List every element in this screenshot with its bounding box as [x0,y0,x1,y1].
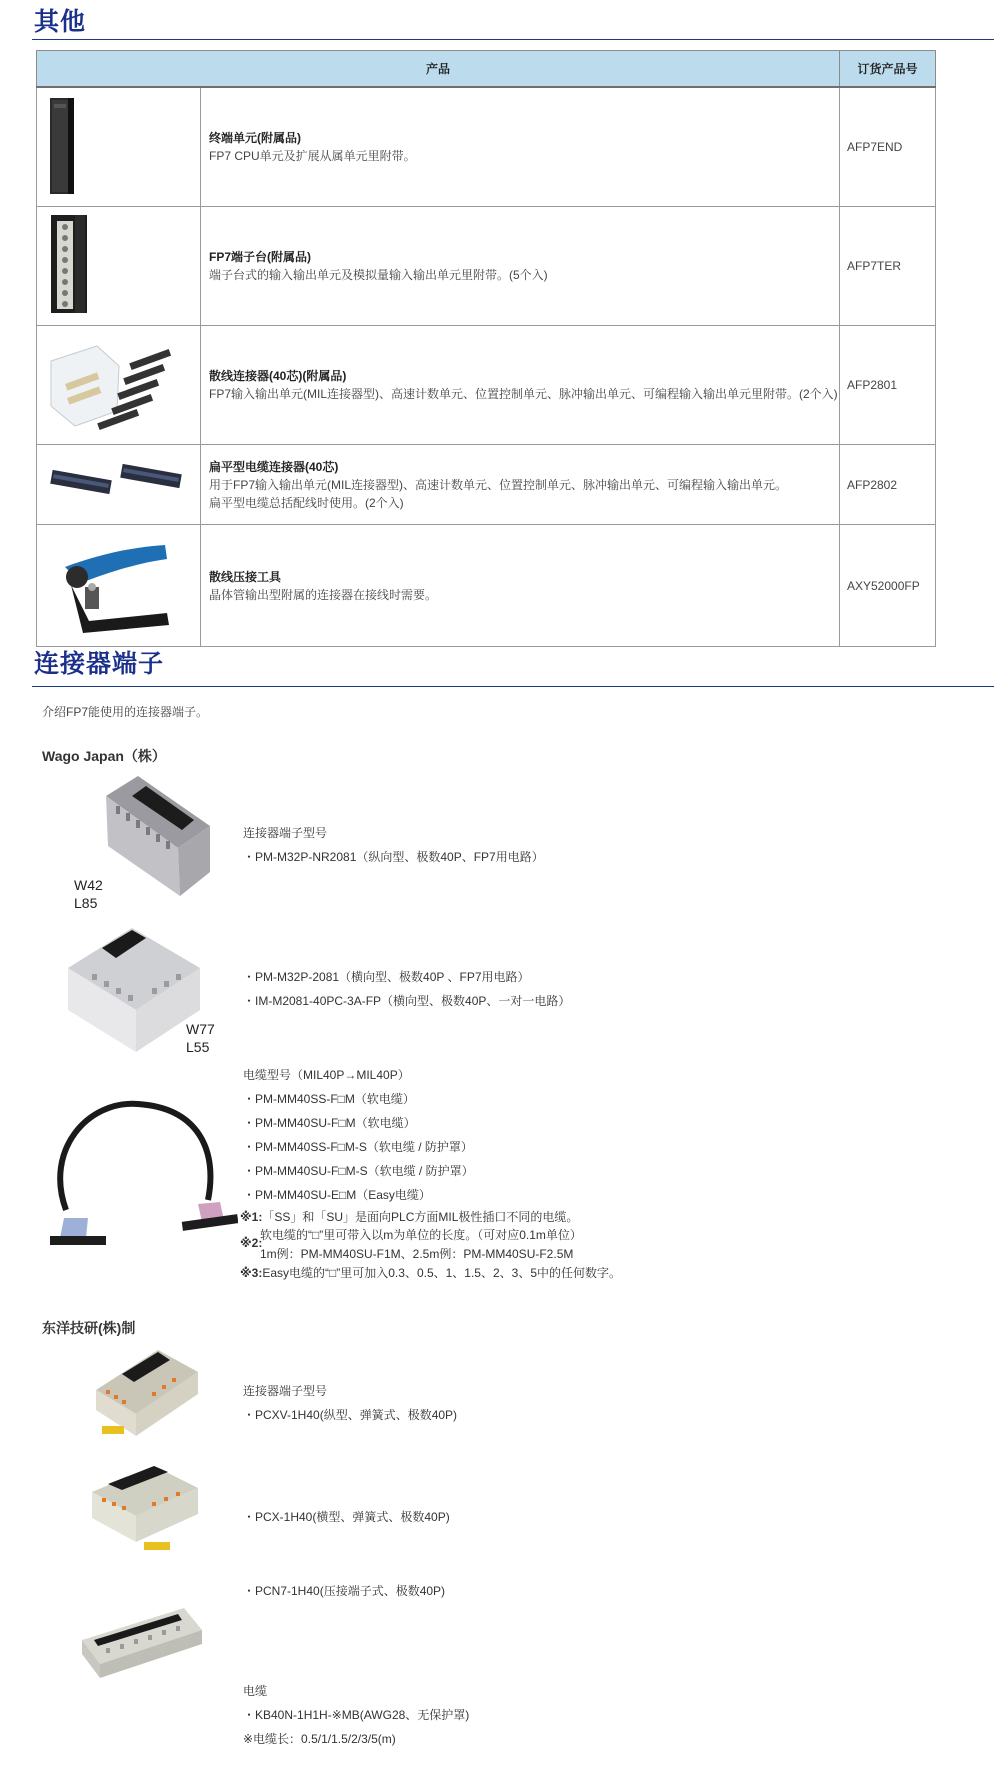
cable-model-item: ・PM-MM40SU-E□M（Easy电缆） [243,1188,431,1202]
cable-heading: 电缆 [243,1684,268,1698]
table-row [37,207,936,326]
product-description [201,445,840,525]
product-image-cell [37,87,201,207]
product-description [201,525,840,647]
terminal-model-heading: 连接器端子型号 [243,1384,328,1398]
flat-cable-connector-image [37,445,200,521]
section-divider [32,686,994,687]
section-title-connector-terminals: 连接器端子 [34,649,165,678]
note-3 [240,1264,621,1281]
dimension-width: W42 [74,877,103,893]
toyo-pcxv-terminal-image [92,1344,202,1440]
product-desc-line: FP7输入输出单元(MIL连接器型)、高速计数单元、位置控制单元、脉冲输出单元、可编程输入输出单元里附带。(2个入) [209,387,838,401]
note-2-line-2: 1m例：PM-MM40SU-F1M、2.5m例：PM-MM40SU-F2.5M [260,1247,574,1261]
order-code: AFP7END [840,87,936,207]
toyo-pcn7-terminal-image [80,1604,204,1684]
note-1 [240,1208,578,1225]
cable-model-item: ・PM-MM40SS-F□M（软电缆） [243,1092,415,1106]
order-code: AFP2802 [840,445,936,525]
header-product: 产品 [37,51,840,88]
product-desc-line: 扁平型电缆总括配线时使用。(2个入) [209,495,404,510]
company-name-toyo: 东洋技研(株)制 [42,1320,136,1336]
discrete-wire-connector-image [37,326,200,441]
terminal-model-item: ・IM-M2081-40PC-3A-FP（横向型、极数40P、一对一电路） [243,994,571,1008]
cable-model-heading: 电缆型号（MIL40P→MIL40P） [243,1068,410,1082]
product-name: 扁平型电缆连接器(40芯) [209,459,339,474]
product-name: 终端单元(附属品) [209,131,301,145]
terminal-model-item: ・PCX-1H40(横型、弹簧式、极数40P) [243,1510,450,1524]
terminal-model-heading: 连接器端子型号 [243,826,328,840]
company-name-wago: Wago Japan（株） [42,748,166,764]
header-order-code: 订货产品号 [840,51,936,88]
order-code: AFP7TER [840,207,936,326]
product-table [36,50,936,647]
product-image-cell [37,326,201,445]
product-description [201,207,840,326]
toyo-pcx-terminal-image [88,1462,200,1554]
note-2-line-1: 软电缆的“□”里可带入以m为单位的长度。（可对应0.1m单位） [260,1228,582,1242]
product-desc-line: FP7 CPU单元及扩展从属单元里附带。 [209,149,416,163]
wago-vertical-terminal-image [98,776,214,900]
cable-model-item: ・PM-MM40SS-F□M-S（软电缆 / 防护罩） [243,1140,473,1154]
table-row [37,445,936,525]
product-name: 散线连接器(40芯)(附属品) [209,369,347,383]
product-desc-line: 晶体管输出型附属的连接器在接线时需要。 [209,587,438,602]
note-3-mark: ※3: [240,1266,263,1280]
product-description [201,87,840,207]
note-2-mark: ※2: [240,1236,263,1250]
product-description [201,326,840,445]
wago-horizontal-terminal-image [62,928,202,1056]
product-name: FP7端子台(附属品) [209,250,312,264]
product-image-cell [37,207,201,326]
terminal-model-item: ・PCN7-1H40(压接端子式、极数40P) [243,1584,446,1598]
table-header-row [37,51,936,88]
order-code: AXY52000FP [840,525,936,647]
wago-cable-image [48,1090,238,1250]
product-image-cell [37,445,201,525]
product-desc-line: 端子台式的输入输出单元及模拟量输入输出单元里附带。(5个入) [209,268,548,282]
product-name: 散线压接工具 [209,569,282,584]
dimension-length: L55 [186,1039,210,1055]
section-intro: 介绍FP7能使用的连接器端子。 [42,705,209,719]
table-row [37,525,936,647]
product-image-cell [37,525,201,647]
end-unit-image [37,88,200,203]
order-code: AFP2801 [840,326,936,445]
note-3-text: Easy电缆的“□”里可加入0.3、0.5、1、1.5、2、3、5中的任何数字。 [262,1266,622,1280]
dimension-width: W77 [186,1021,215,1037]
table-row [37,87,936,207]
crimp-tool-image [37,525,200,643]
note-1-text: 「SS」和「SU」是面向PLC方面MIL极性插口不同的电缆。 [262,1210,579,1224]
terminal-model-item: ・PM-M32P-2081（横向型、极数40P 、FP7用电路） [243,970,530,984]
cable-model-item: ・PM-MM40SU-F□M-S（软电缆 / 防护罩） [243,1164,474,1178]
product-desc-line: 用于FP7输入输出单元(MIL连接器型)、高速计数单元、位置控制单元、脉冲输出单元、可编程输入输出单元。 [209,477,788,492]
terminal-model-item: ・PCXV-1H40(纵型、弹簧式、极数40P) [243,1408,458,1422]
cable-model-item: ・PM-MM40SU-F□M（软电缆） [243,1116,416,1130]
cable-length-note: ※电缆长：0.5/1/1.5/2/3/5(m) [243,1732,396,1746]
section-title-other: 其他 [34,7,87,36]
dimension-length: L85 [74,895,98,911]
terminal-model-item: ・PM-M32P-NR2081（纵向型、极数40P、FP7用电路） [243,850,544,864]
terminal-block-image [37,207,200,322]
section-divider [32,39,994,40]
table-row [37,326,936,445]
cable-model-item: ・KB40N-1H1H-※MB(AWG28、无保护罩) [243,1708,470,1722]
note-1-mark: ※1: [240,1210,263,1224]
